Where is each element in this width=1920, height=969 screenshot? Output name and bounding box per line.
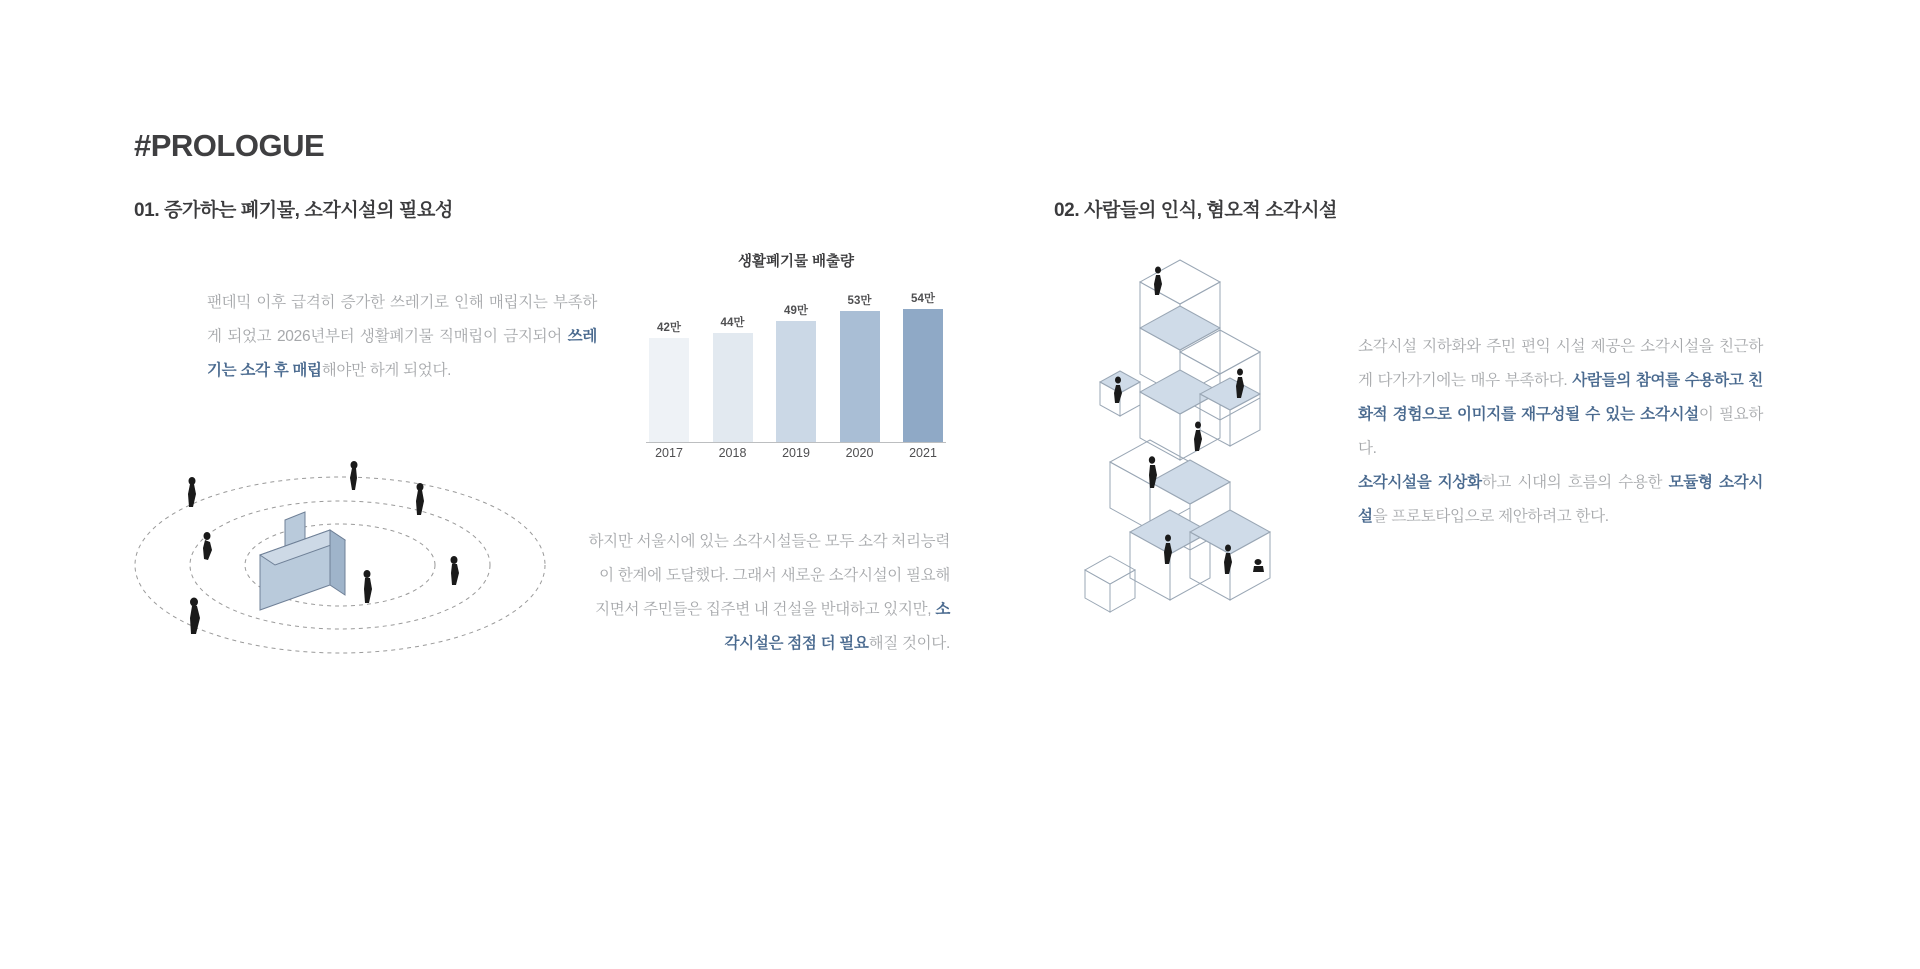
paragraph-2-highlight: 소각시설은 점점 더 필요 — [724, 601, 950, 652]
chart-title: 생활폐기물 배출량 — [737, 254, 855, 270]
chart-x-tick: 2018 — [718, 446, 747, 460]
chart-bar — [903, 309, 943, 442]
paragraph-1-text-b: 해야만 하게 되었다. — [321, 362, 452, 379]
chart-bar-column — [900, 282, 946, 442]
chart-bar-value-label: 53만 — [847, 295, 872, 307]
chart-bar — [713, 333, 753, 442]
paragraph-3-text-b: 이 필요하다. — [1358, 406, 1763, 457]
chart-plot-area — [646, 282, 946, 443]
paragraph-1-highlight: 쓰레기는 소각 후 매립 — [207, 328, 597, 379]
incinerator-diagram — [130, 460, 550, 660]
chart-x-tick: 2021 — [909, 446, 937, 460]
chart-x-tick: 2019 — [782, 446, 810, 460]
paragraph-perception — [1358, 330, 1763, 534]
waste-emission-chart — [636, 250, 956, 485]
section-heading-01: 01. 증가하는 폐기물, 소각시설의 필요성 — [134, 200, 453, 221]
paragraph-3-highlight-a: 사람들의 참여를 수용하고 친화적 경험으로 이미지를 재구성될 수 있는 소각시설 — [1358, 372, 1763, 423]
paragraph-3-text-d: 을 프로토타입으로 제안하려고 한다. — [1372, 508, 1609, 525]
chart-x-tick: 2017 — [655, 446, 683, 460]
section-heading-02: 02. 사람들의 인식, 혐오적 소각시설 — [1054, 200, 1338, 221]
chart-bar — [649, 338, 689, 442]
chart-bar — [776, 321, 816, 442]
paragraph-seoul-capacity — [585, 525, 950, 661]
paragraph-waste-increase — [207, 286, 597, 388]
chart-x-axis — [646, 446, 946, 460]
paragraph-3-highlight-c: 모듈형 소각시설 — [1358, 474, 1763, 525]
chart-x-tick: 2020 — [845, 446, 874, 460]
chart-bar — [840, 311, 880, 442]
paragraph-2-text-b: 해질 것이다. — [868, 635, 950, 652]
chart-bar-column — [646, 282, 692, 442]
paragraph-3-highlight-b: 소각시설을 지상화 — [1358, 474, 1482, 491]
paragraph-1-text-a: 팬데믹 이후 급격히 증가한 쓰레기로 인해 매립지는 부족하게 되었고 2026년부터 생활폐기물 직매립이 금지되어 — [207, 294, 597, 345]
chart-bar-column — [837, 282, 883, 442]
chart-bar-column — [773, 282, 819, 442]
incinerator-building — [260, 512, 345, 610]
paragraph-2-text-a: 하지만 서울시에 있는 소각시설들은 모두 소각 처리능력이 한계에 도달했다. 그래서 새로운 소각시설이 필요해지면서 주민들은 집주변 내 건설을 반대하고 있지만, — [588, 533, 950, 618]
paragraph-3-text-a: 소각시설 지하화와 주민 편익 시설 제공은 소각시설을 친근하게 다가가기에는 매우 부족하다. — [1358, 338, 1763, 389]
chart-bar-column — [710, 282, 756, 442]
paragraph-3-text-c: 하고 시대의 흐름의 수용한 — [1481, 474, 1669, 491]
page-title: #PROLOGUE — [134, 128, 325, 163]
chart-bar-value-label: 49만 — [784, 305, 808, 317]
isometric-modules-diagram — [1080, 250, 1320, 620]
chart-bar-value-label: 44만 — [720, 317, 745, 329]
chart-bar-value-label: 54만 — [911, 293, 935, 305]
chart-bar-value-label: 42만 — [657, 322, 681, 334]
